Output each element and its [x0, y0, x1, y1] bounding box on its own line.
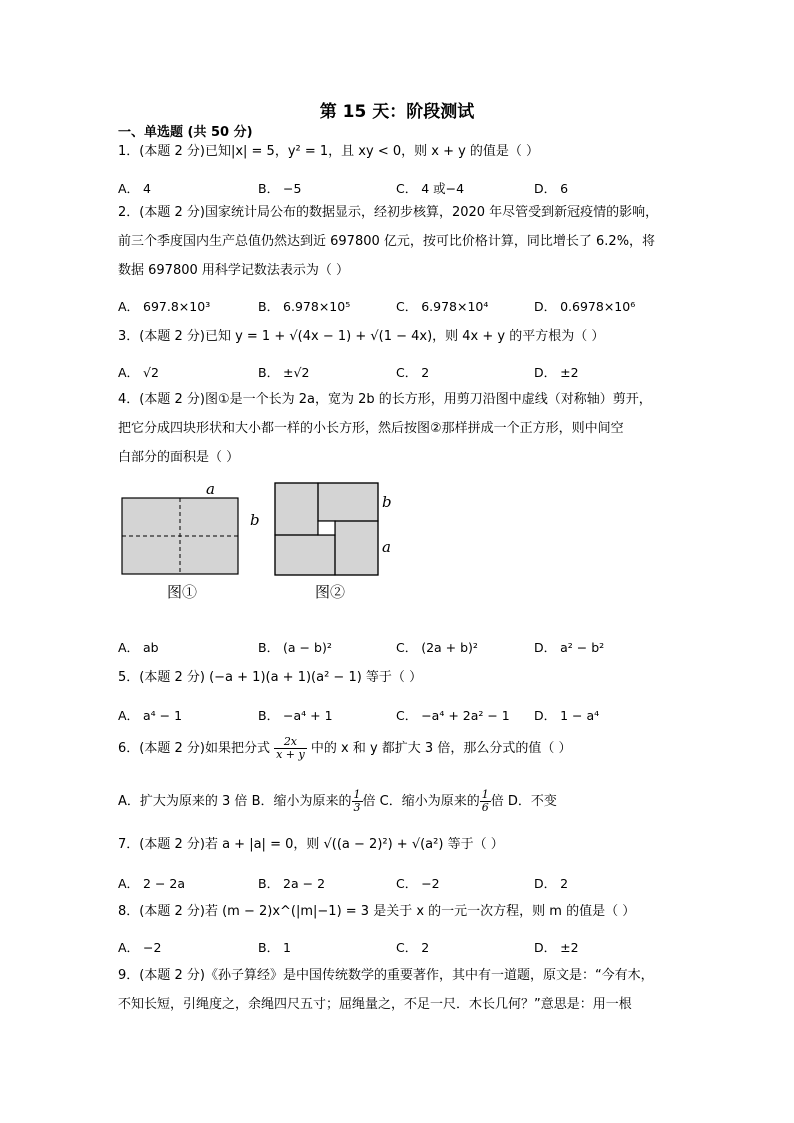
option-d[interactable]: D． ±2: [534, 940, 579, 955]
question-5-options: [118, 706, 678, 722]
fraction-denominator: 6: [481, 801, 489, 814]
option-b[interactable]: B． (a − b)²: [258, 640, 332, 655]
question-4-figure: [110, 478, 410, 608]
option-a[interactable]: A． −2: [118, 940, 162, 955]
fraction-numerator: 1: [353, 788, 361, 801]
question-5-stem: 5．(本题 2 分) (−a + 1)(a + 1)(a² − 1) 等于（ ）: [118, 670, 423, 685]
option-a[interactable]: A．扩大为原来的 3 倍: [118, 794, 248, 809]
option-d[interactable]: D． ±2: [534, 365, 579, 380]
option-c-prefix: C．缩小为原来的: [379, 794, 480, 809]
option-c-fraction: [480, 789, 491, 814]
question-9-line-2: 不知长短，引绳度之，余绳四尺五寸；屈绳量之，不足一尺．木长几何？”意思是：用一根: [118, 997, 632, 1012]
question-3-options: [118, 363, 678, 379]
fraction-denominator: x + y: [276, 748, 305, 761]
page-title: 第 15 天：阶段测试: [319, 102, 475, 122]
option-c[interactable]: C． 6.978×10⁴: [396, 299, 489, 314]
option-b[interactable]: B． 6.978×10⁵: [258, 299, 351, 314]
option-c[interactable]: C． 4 或−4: [396, 181, 465, 196]
figure-1-label-a: a: [206, 480, 215, 498]
question-8-options: [118, 938, 678, 954]
option-d[interactable]: D．不变: [507, 794, 557, 809]
option-d[interactable]: D． 1 − a⁴: [534, 708, 600, 723]
fraction-numerator: 2x: [274, 736, 307, 749]
question-6-fraction: [274, 736, 307, 761]
option-c[interactable]: C． (2a + b)²: [396, 640, 478, 655]
option-a[interactable]: A． 4: [118, 181, 151, 196]
option-c[interactable]: C． −a⁴ + 2a² − 1: [396, 708, 510, 723]
question-2-line-2: 前三个季度国内生产总值仍然达到近 697800 亿元，按可比价格计算，同比增长了 6.2%，将: [118, 234, 656, 249]
figure-2-caption: 图②: [315, 583, 346, 601]
figure-1-caption: 图①: [167, 583, 198, 601]
fraction-denominator: 3: [353, 801, 361, 814]
question-4-line-1: 4．(本题 2 分)图①是一个长为 2a，宽为 2b 的长方形，用剪刀沿图中虚线（对称轴）剪开，: [118, 392, 652, 407]
question-6-stem: [118, 736, 571, 762]
option-c[interactable]: C． 2: [396, 940, 430, 955]
option-c[interactable]: [379, 788, 508, 814]
question-7-stem: 7．(本题 2 分)若 a + |a| = 0，则 √((a − 2)²) + √(a²) 等于（ ）: [118, 837, 504, 852]
figure-2-center-gap: [318, 521, 335, 535]
option-d[interactable]: D． 0.6978×10⁶: [534, 299, 636, 314]
option-d[interactable]: D． 2: [534, 876, 569, 891]
option-a[interactable]: A． a⁴ − 1: [118, 708, 183, 723]
question-1-options: [118, 179, 678, 195]
option-d[interactable]: D． 6: [534, 181, 569, 196]
figure-2-label-b: b: [382, 493, 392, 511]
question-4-line-2: 把它分成四块形状和大小都一样的小长方形，然后按图②那样拼成一个正方形，则中间空: [118, 421, 624, 436]
question-2-options: [118, 297, 678, 313]
question-4-options: [118, 638, 678, 654]
question-4-line-3: 白部分的面积是（ ）: [118, 450, 240, 465]
option-b[interactable]: B． −a⁴ + 1: [258, 708, 333, 723]
question-2-line-3: 数据 697800 用科学记数法表示为（ ）: [118, 263, 350, 278]
option-b[interactable]: B． −5: [258, 181, 302, 196]
option-b[interactable]: B． 1: [258, 940, 292, 955]
option-a[interactable]: A． 697.8×10³: [118, 299, 211, 314]
question-1-stem: 1．(本题 2 分)已知|x| = 5，y² = 1，且 xy < 0，则 x + y 的值是（ ）: [118, 144, 540, 159]
question-6-stem-suffix: 中的 x 和 y 都扩大 3 倍，那么分式的值（ ）: [310, 741, 572, 756]
question-6-stem-prefix: 6．(本题 2 分)如果把分式: [118, 741, 270, 756]
figure-2-label-a: a: [382, 538, 391, 556]
question-9-line-1: 9．(本题 2 分)《孙子算经》是中国传统数学的重要著作，其中有一道题，原文是：“今有木，: [118, 968, 654, 983]
question-3-stem: 3．(本题 2 分)已知 y = 1 + √(4x − 1) + √(1 − 4x)，则 4x + y 的平方根为（ ）: [118, 329, 605, 344]
option-b[interactable]: B． ±√2: [258, 365, 310, 380]
option-b-fraction: [352, 789, 363, 814]
option-b-suffix: 倍: [362, 794, 376, 809]
question-8-stem: 8．(本题 2 分)若 (m − 2)x^(|m|−1) = 3 是关于 x 的一元一次方程，则 m 的值是（ ）: [118, 904, 636, 919]
question-6-options: [118, 789, 557, 815]
fraction-numerator: 1: [481, 788, 489, 801]
option-c[interactable]: C． 2: [396, 365, 430, 380]
question-2-line-1: 2．(本题 2 分)国家统计局公布的数据显示，经初步核算，2020 年尽管受到新冠疫情的影响，: [118, 205, 659, 220]
option-b[interactable]: [251, 788, 380, 814]
option-c[interactable]: C． −2: [396, 876, 440, 891]
option-c-suffix: 倍: [490, 794, 504, 809]
option-a[interactable]: A． 2 − 2a: [118, 876, 186, 891]
option-a[interactable]: A． √2: [118, 365, 159, 380]
option-b-prefix: B．缩小为原来的: [251, 794, 352, 809]
question-7-options: [118, 874, 678, 890]
figure-1-label-b: b: [250, 511, 260, 529]
option-b[interactable]: B． 2a − 2: [258, 876, 326, 891]
option-a[interactable]: A． ab: [118, 640, 159, 655]
option-d[interactable]: D． a² − b²: [534, 640, 605, 655]
section-heading: 一、单选题 (共 50 分): [118, 125, 253, 140]
